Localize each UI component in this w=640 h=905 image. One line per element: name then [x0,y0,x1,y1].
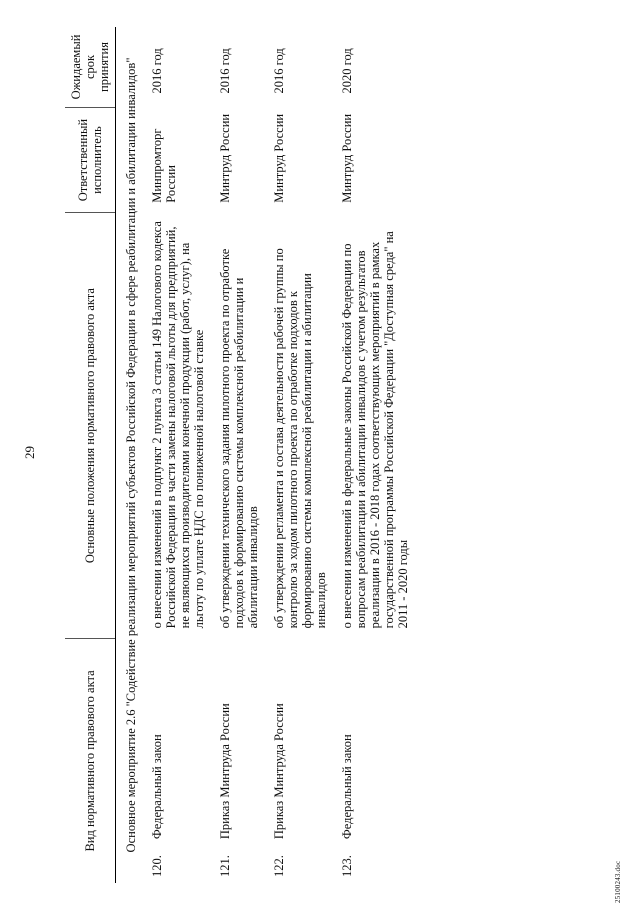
table-row [218,27,272,883]
header-act-type: Вид нормативного правового акта [65,638,116,883]
table-row [340,27,422,883]
act-executor: Минтруд России [218,113,232,203]
act-executor: Минтруд России [340,113,354,203]
table-row [150,27,218,883]
row-number: 121. [218,855,232,877]
row-number: 120. [150,855,164,877]
table-row [272,27,340,883]
act-provisions: о внесении изменений в федеральные законы Российской Федерации по вопросам реабилитации и абилитации инвалидов с учетом результатов реализации в 2016 - 2018 годах соответствующих мероприятий в рамках государственной программы Российской Федерации "Доступная среда" на 2011 - 2020 годы [340,231,410,629]
act-type: Приказ Минтруда России [272,703,286,840]
table-header-row [65,27,116,883]
act-type: Приказ Минтруда России [218,703,232,840]
act-executor: Минтруд России [272,113,286,203]
act-type: Федеральный закон [150,734,164,840]
header-executor: Ответственный исполнитель [65,107,116,212]
act-provisions: о внесении изменений в подпункт 2 пункта 3 статьи 149 Налогового кодекса Российской Федерации в части замены налоговой льготы для предприятий, не являющихся производителями конечной продукции (работ, услуг), на льготу по уплате НДС по пониженной налоговой ставке [150,221,206,629]
act-term: 2016 год [272,48,286,94]
act-provisions: об утверждении регламента и состава деятельности рабочей группы по контролю за ходом пилотного проекта по отработке подходов к формированию системы комплексной реабилитации и абилитации инвалидов [272,248,328,629]
act-term: 2016 год [218,48,232,94]
legal-acts-table [65,27,422,883]
act-provisions: об утверждении технического задания пилотного проекта по отработке подходов к формированию системы комплексной реабилитации и абилитации инвалидов [218,248,260,629]
row-number: 123. [340,855,354,877]
section-row [116,27,151,883]
act-type: Федеральный закон [340,734,354,840]
row-number: 122. [272,855,286,877]
header-term: Ожидаемый срок принятия [65,27,116,107]
act-executor: Минпромторг России [150,128,178,203]
act-term: 2016 год [150,48,164,94]
section-title: Основное мероприятие 2.6 "Содействие реализации мероприятий субъектов Российской Федерации в сфере реабилитации и абилитации инвалидов" [124,57,138,853]
page-number: 29 [22,446,37,459]
header-provisions: Основные положения нормативного правового акта [65,213,116,639]
act-term: 2020 год [340,48,354,94]
footer-file-code: 25100243.doc [614,860,622,903]
